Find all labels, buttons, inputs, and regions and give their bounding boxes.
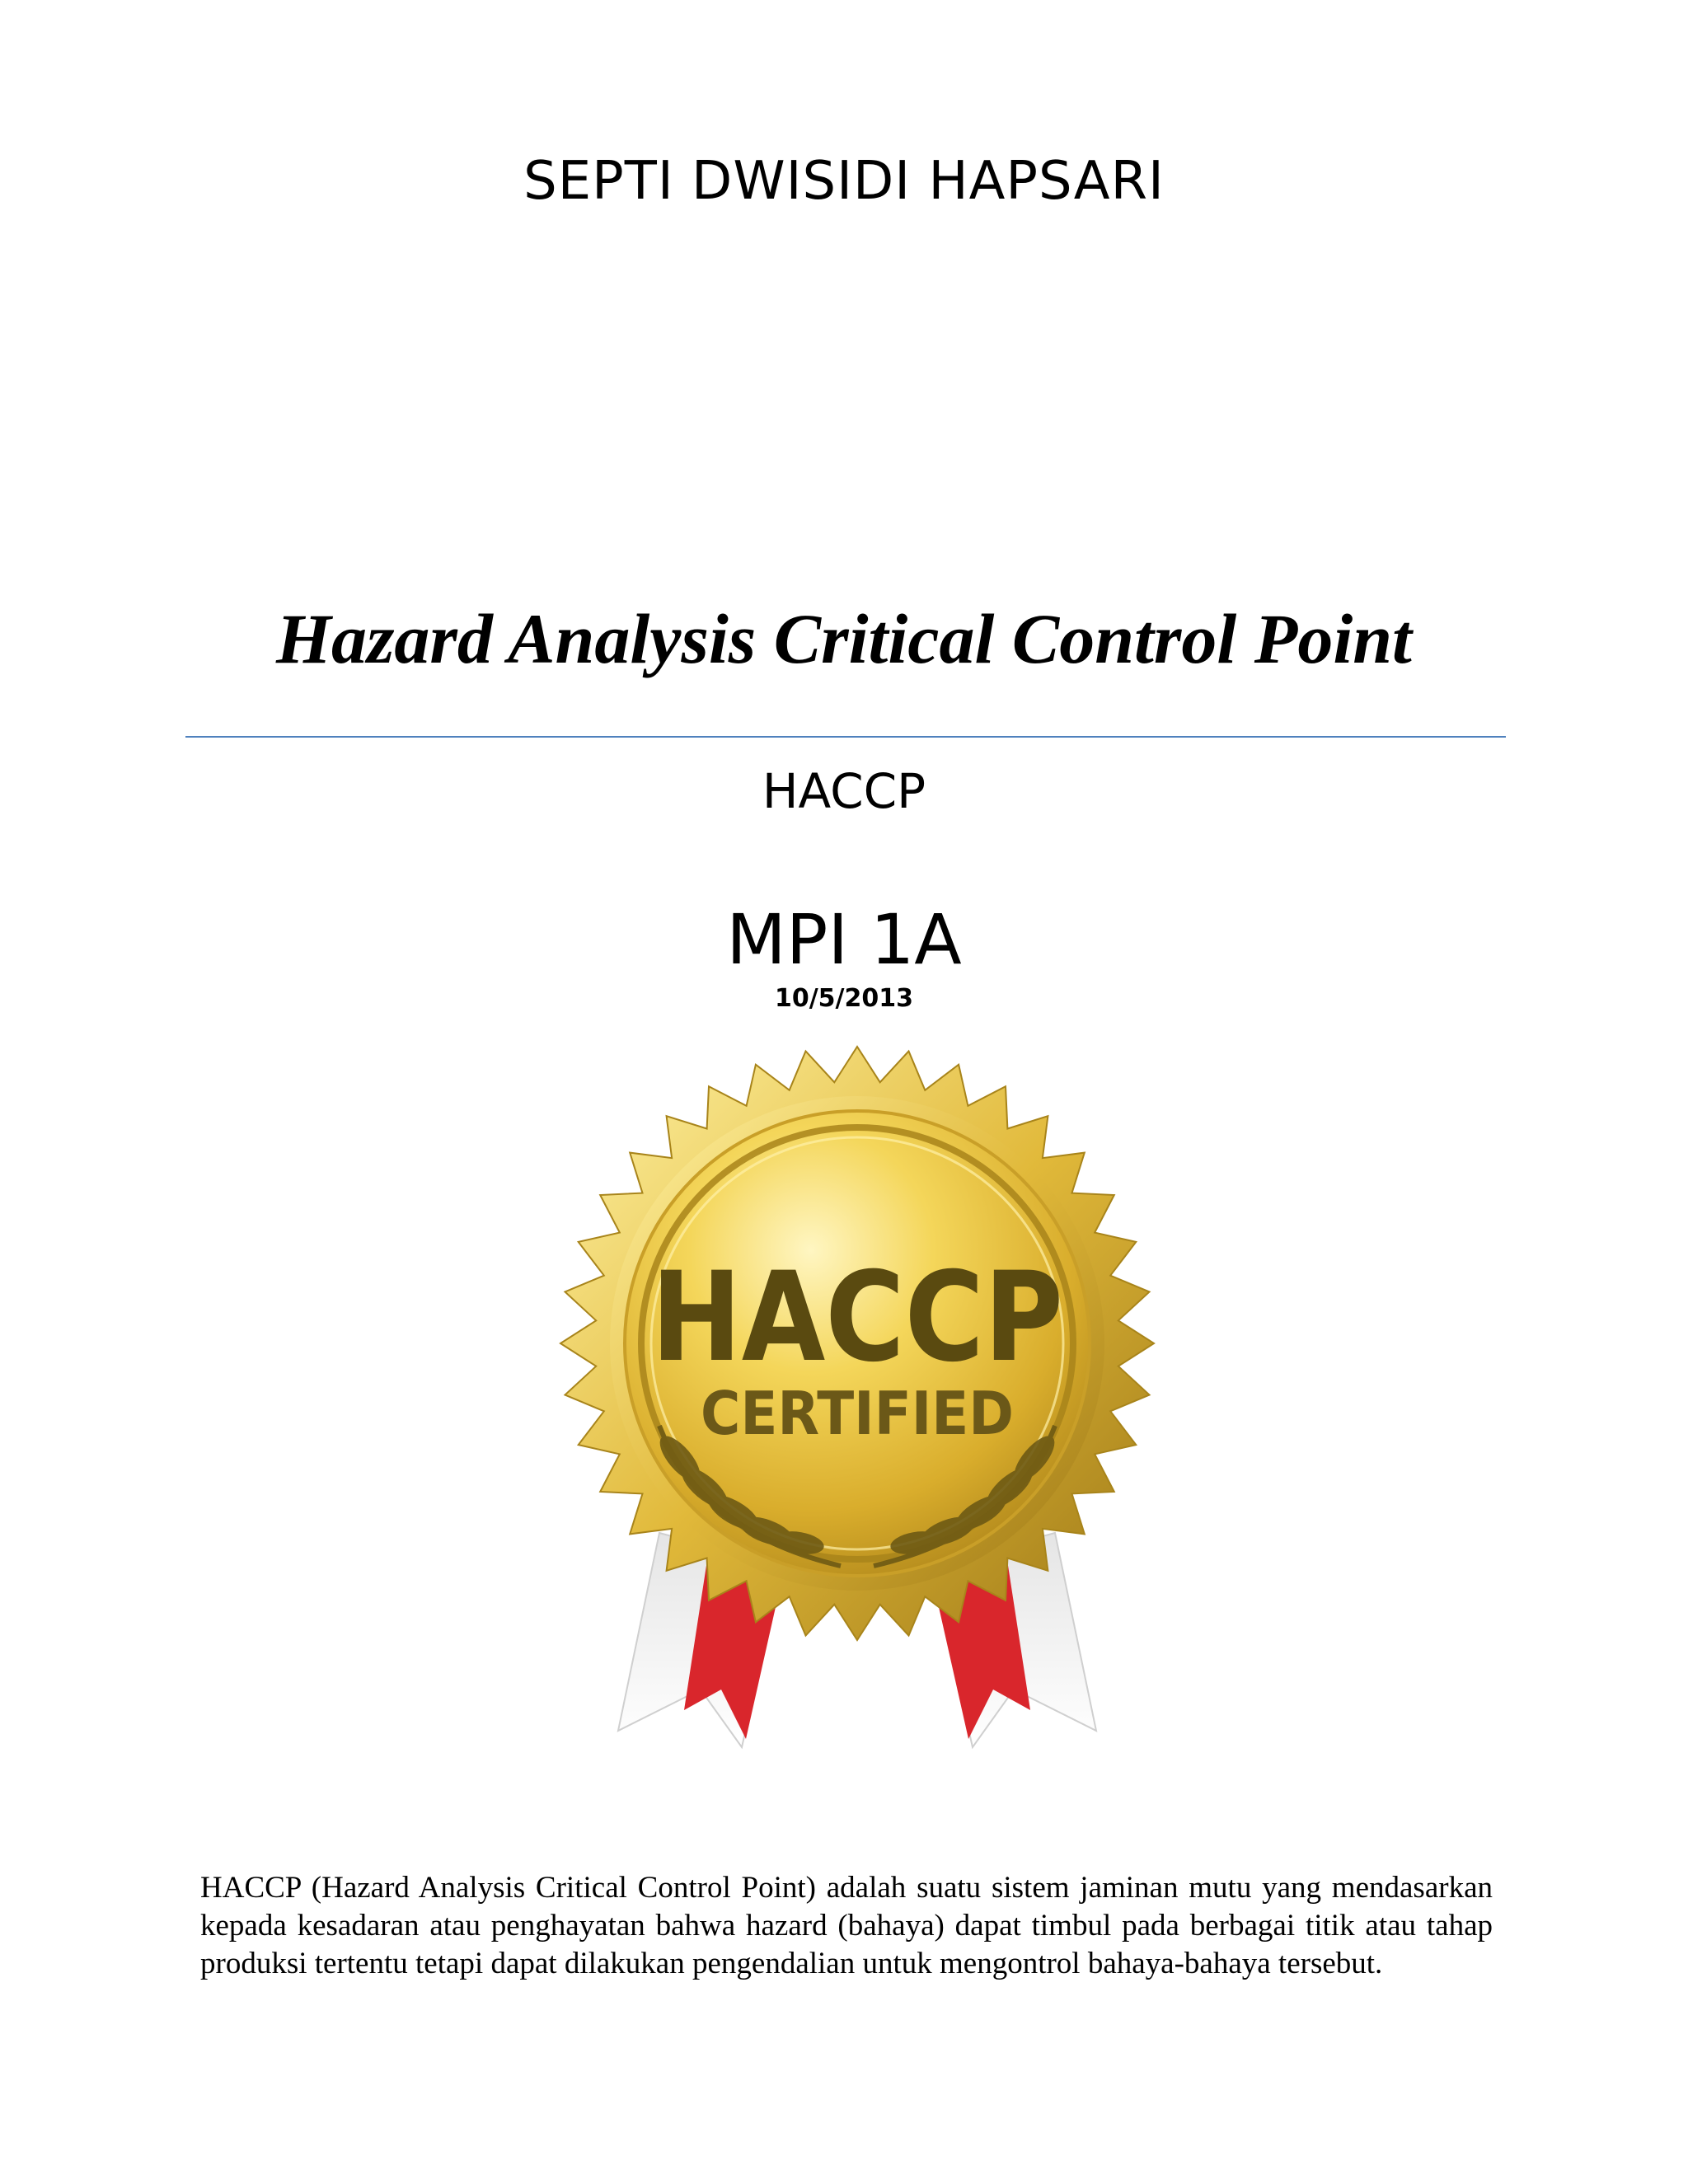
badge-text-haccp: HACCP [651,1246,1063,1390]
badge-graphic [536,1038,1179,1755]
document-title: Hazard Analysis Critical Control Point [276,599,1412,678]
badge-text-certified: CERTIFIED [701,1379,1014,1448]
title-divider [185,736,1506,738]
document-date: 10/5/2013 [774,984,914,1013]
author-name: SEPTI DWISIDI HAPSARI [523,151,1165,212]
course-label: MPI 1A [726,899,962,980]
haccp-certified-badge [536,1038,1179,1755]
document-subtitle: HACCP [762,763,926,819]
body-paragraph: HACCP (Hazard Analysis Critical Control Point) adalah suatu sistem jaminan mutu yang mendasarkan kepada kesadaran atau penghayatan bahwa hazard (bahaya) dapat timbul pada berbagai titik atau tahap produksi tertentu tetapi dapat dilakukan pengendalian untuk mengontrol bahaya-bahaya tersebut. [200,1871,1493,1980]
